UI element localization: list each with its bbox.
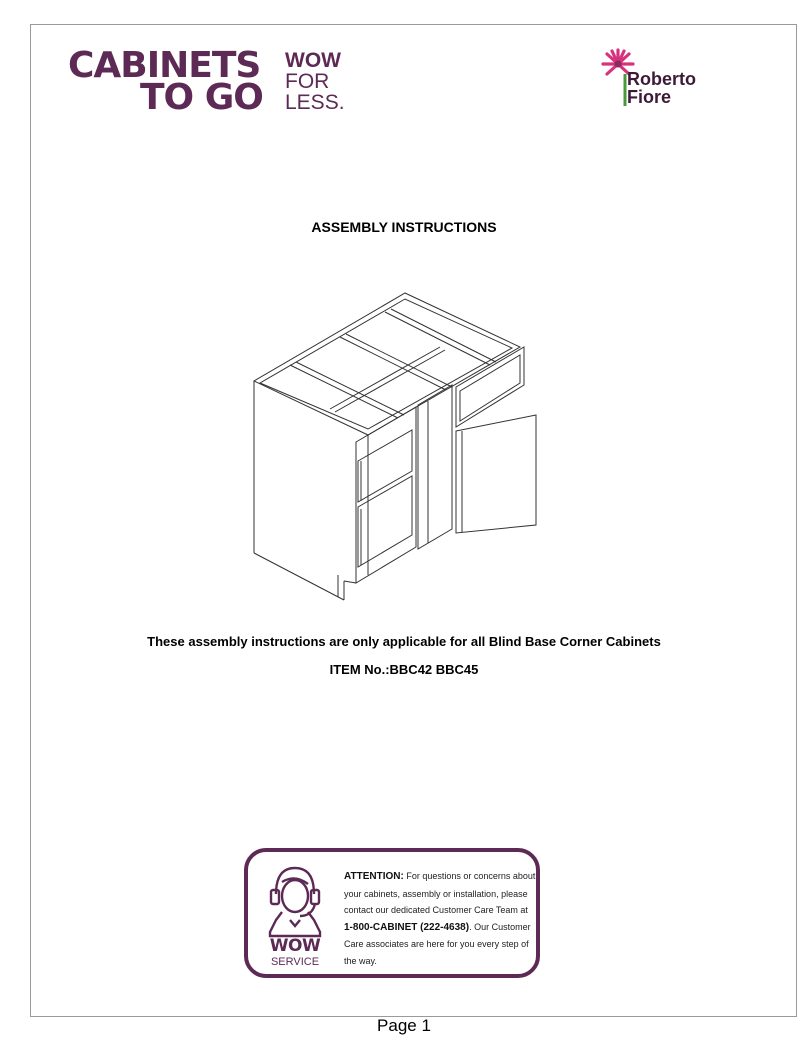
attention-message	[344, 868, 536, 969]
logo-tag-wow: WOW	[285, 49, 341, 72]
logo-fiore-text: Fiore	[627, 87, 672, 107]
attention-text-after: . Our Customer Care associates are here for you every step of the way.	[344, 921, 531, 966]
cabinets-to-go-logo	[68, 46, 358, 118]
logo-line-cabinets: CABINETS	[68, 45, 261, 86]
logo-tag-for: FOR	[285, 70, 330, 93]
attention-label: ATTENTION:	[344, 871, 404, 882]
blind-base-corner-cabinet-illustration	[240, 285, 540, 605]
item-numbers: ITEM No.:BBC42 BBC45	[329, 662, 479, 677]
page-number: Page 1	[377, 1016, 431, 1035]
document-title: ASSEMBLY INSTRUCTIONS	[311, 219, 497, 235]
logo-tag-less: LESS.	[285, 91, 345, 114]
customer-care-phone: 1-800-CABINET (222-4638)	[344, 921, 470, 933]
service-badge-text: SERVICE	[270, 956, 320, 968]
attention-text-before: For questions or concerns about your cabinets, assembly or installation, please contact our dedicated Customer Care Team at	[344, 871, 536, 915]
applicability-statement: These assembly instructions are only applicable for all Blind Base Corner Cabinets	[147, 634, 661, 649]
attention-box	[244, 848, 540, 978]
logo-roberto-text: Roberto	[627, 69, 696, 89]
logo-line-to-go: TO GO	[140, 77, 263, 118]
wow-badge-text: WOW	[269, 936, 321, 956]
roberto-fiore-logo	[598, 40, 710, 126]
